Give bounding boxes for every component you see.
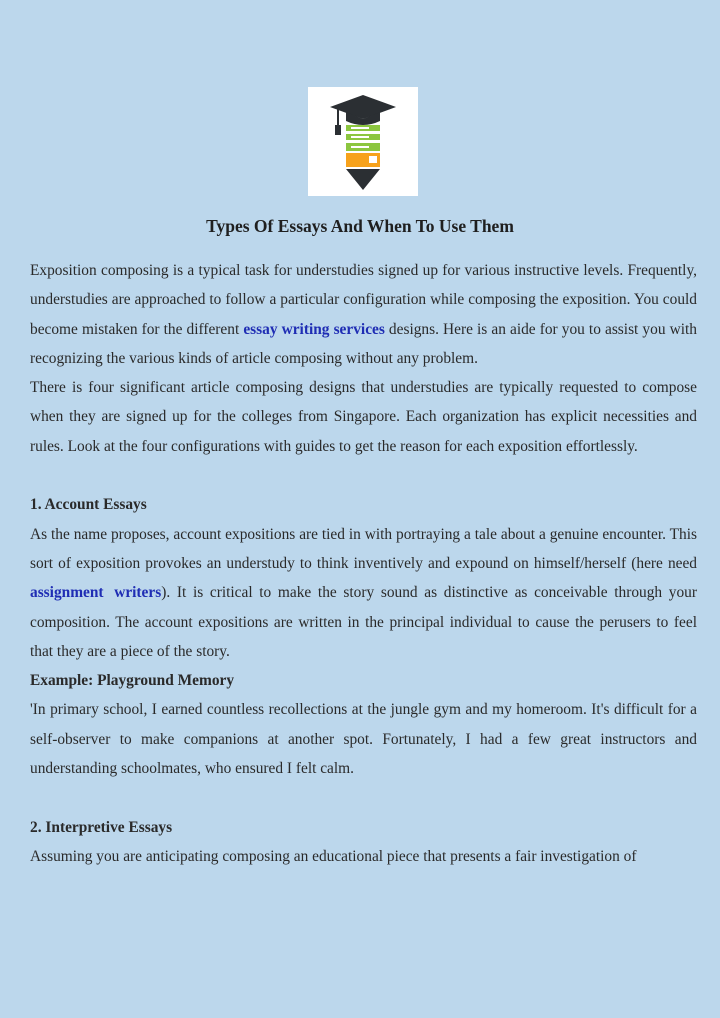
account-essays-paragraph bbox=[30, 520, 697, 666]
section-heading-interpretive-essays: 2. Interpretive Essays bbox=[30, 818, 173, 836]
interpretive-essays-paragraph: Assuming you are anticipating composing an educational piece that presents a fair investigation of bbox=[30, 847, 637, 865]
account-text-b: ). It is critical to make the story sound as distinctive as conceivable through your composition. The account expositions are written in the principal individual to cause the perusers to feel that they are a piece of the story. bbox=[30, 584, 697, 660]
example-paragraph: 'In primary school, I earned countless recollections at the jungle gym and my homeroom. It's difficult for a self-observer to make companions at another spot. Fortunately, I had a few great instructors and understanding schoolmates, who ensured I felt calm. bbox=[30, 701, 697, 778]
section-heading-account-essays: 1. Account Essays bbox=[30, 496, 147, 514]
graduation-cap-pencil-logo-icon bbox=[308, 87, 418, 196]
example-heading: Example: Playground Memory bbox=[30, 672, 235, 690]
intro-text-1a: Exposition composing is a typical task for understudies signed up for various instructive levels. Frequently, understudies are approached to follow a particular configuration while composing the exposition. You could become mistaken for the different bbox=[30, 262, 697, 338]
paragraph-gap bbox=[30, 783, 697, 812]
assignment-writers-link[interactable]: assignment writers bbox=[30, 584, 162, 602]
intro-text-1b: designs. Here is an aide for you to assist you with recognizing the various kinds of article composing without any problem. bbox=[30, 320, 697, 367]
essay-writing-services-link[interactable]: essay writing services bbox=[243, 320, 385, 338]
document-body bbox=[30, 256, 697, 871]
account-text-a: As the name proposes, account expositions are tied in with portraying a tale about a genuine encounter. This sort of exposition provokes an understudy to think inventively and expound on himself/herself (here need bbox=[30, 525, 697, 572]
paragraph-gap bbox=[30, 461, 697, 490]
intro-paragraph-1 bbox=[30, 256, 697, 373]
intro-paragraph-2: There is four significant article composing designs that understudies are typically requested to compose when they are signed up for the colleges from Singapore. Each organization has explicit necessities and rules. Look at the four configurations with guides to get the reason for each exposition effortlessly. bbox=[30, 379, 697, 455]
document-title: Types Of Essays And When To Use Them bbox=[206, 216, 514, 236]
